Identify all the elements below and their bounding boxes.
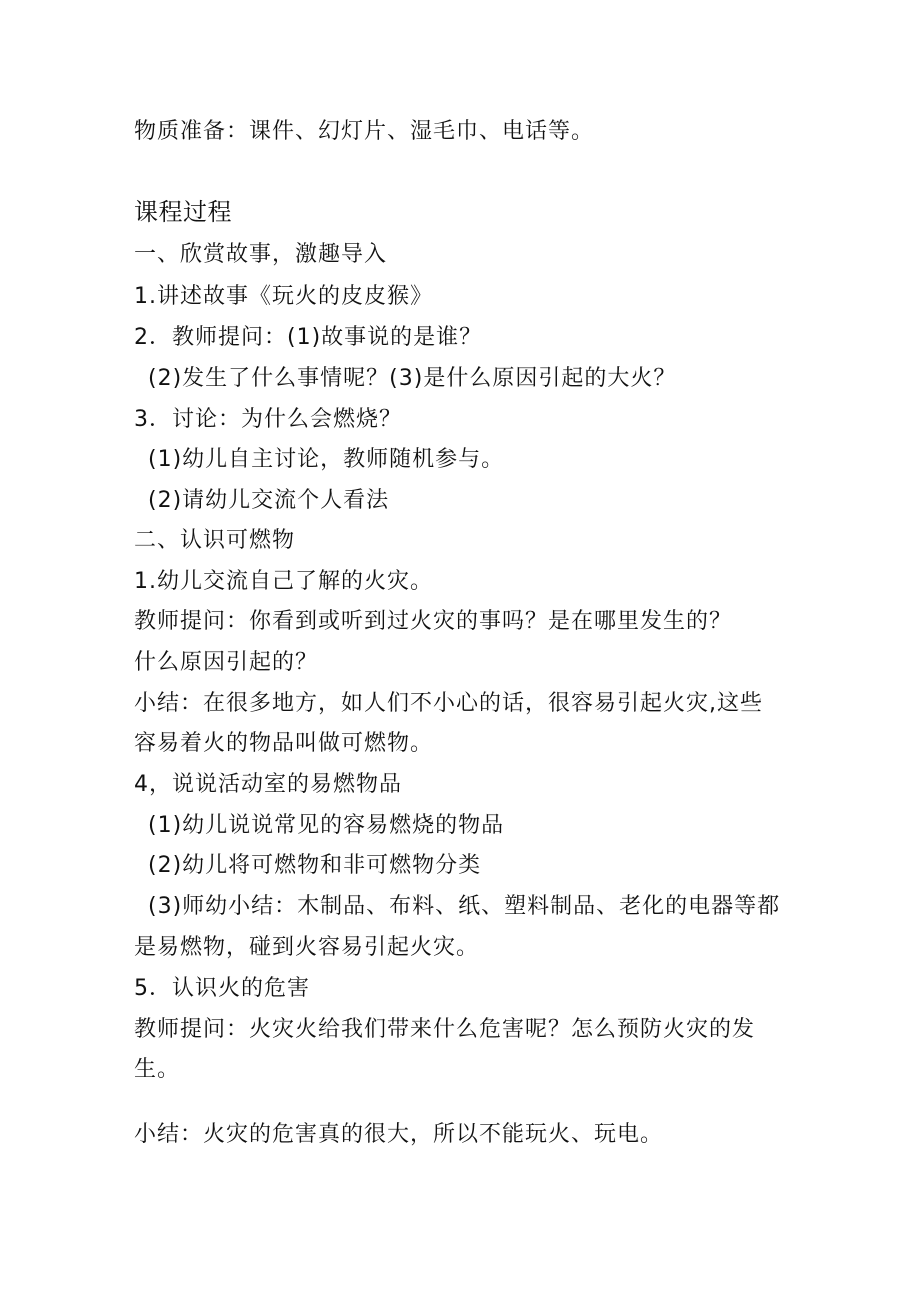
- text-line: 什么原因引起的？: [134, 650, 319, 675]
- text-line: 3．讨论：为什么会燃烧？: [134, 407, 402, 432]
- text-line: 1.讲述故事《玩火的皮皮猴》: [134, 284, 433, 309]
- text-line: 小结：火灾的危害真的很大，所以不能玩火、玩电。: [134, 1122, 664, 1147]
- text-line: 小结：在很多地方，如人们不小心的话，很容易引起火灾,这些: [134, 691, 763, 716]
- text-line: (2)幼儿将可燃物和非可燃物分类: [148, 853, 482, 878]
- text-line: (2)发生了什么事情呢？(3)是什么原因引起的大火？: [148, 366, 677, 391]
- text-line: 2．教师提问：(1)故事说的是谁？: [134, 325, 483, 350]
- text-line: 教师提问：你看到或听到过火灾的事吗？是在哪里发生的？: [134, 609, 733, 634]
- section-title: 课程过程: [134, 198, 232, 226]
- text-line: 5．认识火的危害: [134, 976, 310, 1001]
- text-line: (1)幼儿自主讨论，教师随机参与。: [148, 447, 505, 472]
- text-line: 容易着火的物品叫做可燃物。: [134, 731, 434, 756]
- text-line: 1.幼儿交流自己了解的火灾。: [134, 569, 433, 594]
- section-one-heading: 一、欣赏故事，激趣导入: [134, 242, 388, 267]
- text-line: (2)请幼儿交流个人看法: [148, 488, 390, 513]
- text-line: 生。: [134, 1057, 181, 1082]
- text-line: 教师提问：火灾火给我们带来什么危害呢？怎么预防火灾的发: [134, 1017, 756, 1042]
- text-line: (3)师幼小结：木制品、布料、纸、塑料制品、老化的电器等都: [148, 894, 781, 919]
- text-line: 是易燃物，碰到火容易引起火灾。: [134, 935, 480, 960]
- section-two-heading: 二、认识可燃物: [134, 528, 296, 553]
- text-line: (1)幼儿说说常见的容易燃烧的物品: [148, 813, 505, 838]
- materials-line: 物质准备：课件、幻灯片、湿毛巾、电话等。: [134, 119, 595, 144]
- text-line: 4，说说活动室的易燃物品: [134, 772, 402, 797]
